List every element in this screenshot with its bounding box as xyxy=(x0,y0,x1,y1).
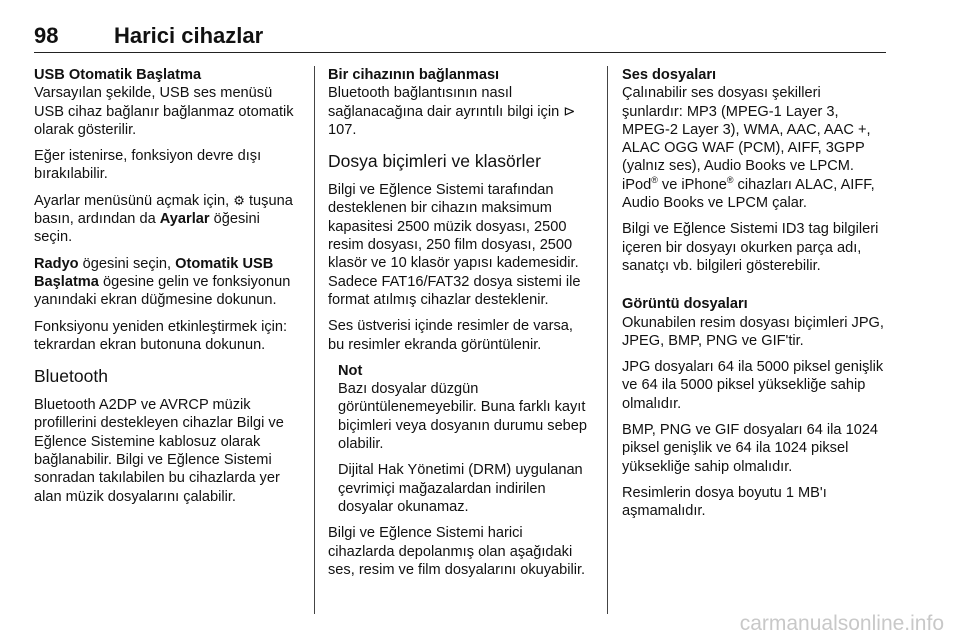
text-run: öğesini seçin. xyxy=(34,211,260,246)
registered-mark: ® xyxy=(726,174,734,185)
text-run: ögesine gelin ve fonksiyonun yanındaki ekran düğmesine dokunun. xyxy=(34,273,291,309)
paragraph: Bazı dosyalar düzgün görüntülenemeyebilir. Buna farklı kayıt biçimleri veya dosyanın durumu sebep olabilir. xyxy=(338,381,588,453)
paragraph xyxy=(34,192,299,247)
paragraph: Eğer istenirse, fonksiyon devre dışı bırakılabilir. xyxy=(34,148,262,183)
section-heading: Bluetooth xyxy=(34,366,108,387)
text-run: tuşuna basın, ardından da xyxy=(34,192,293,228)
page-header xyxy=(34,24,886,53)
bold-term: Ayarlar xyxy=(159,211,210,228)
home-settings-icon: ⚙ xyxy=(233,192,245,208)
spacer xyxy=(622,283,884,295)
paragraph: Bilgi ve Eğlence Sistemi ID3 tag bilgileri içeren bir dosyayı okurken parça adı, sanatçı vb. bilgileri gösterebilir. xyxy=(622,221,879,274)
paragraph: JPG dosyaları 64 ila 5000 piksel genişlik ve 64 ila 5000 piksel yüksekliğe sahip olmalıdır. xyxy=(622,359,884,412)
paragraph: Bilgi ve Eğlence Sistemi tarafından desteklenen bir cihazın maksimum kapasitesi 2500 müzik dosyası, 2500 resim dosyası, 250 film dosyası, 2500 klasör ve 10 klasör yapısı kademesidir. Sadece FAT16/FAT32 dosya sistemi ile format atılmış cihazlar desteklenir. xyxy=(328,182,581,308)
text-run: Çalınabilir ses dosyası şekilleri şunlardır: MP3 (MPEG-1 Layer 3, MPEG-2 Layer 3), WMA, AAC, AAC +, ALAC OGG WAF (PCM), AIFF, 3GPP (yalnız ses), Audio Books ve LPCM. iPod xyxy=(622,85,871,193)
paragraph: Dijital Hak Yönetimi (DRM) uygulanan çevrimiçi mağazalardan indirilen dosyalar okunamaz. xyxy=(338,462,583,515)
paragraph: Resimlerin dosya boyutu 1 MB'ı aşmamalıdır. xyxy=(622,484,827,520)
page-title: Harici cihazlar xyxy=(114,23,264,48)
paragraph: Okunabilen resim dosyası biçimleri JPG, JPEG, BMP, PNG ve GIF'tir. xyxy=(622,314,884,349)
paragraph: Ses üstverisi içinde resimler de varsa, bu resimler ekranda görüntülenir. xyxy=(328,318,573,353)
page-number: 98 xyxy=(34,23,59,48)
text-run: Bluetooth bağlantısının nasıl sağlanacağına dair ayrıntılı bilgi için xyxy=(328,85,560,120)
paragraph xyxy=(34,255,299,310)
section-heading: Ses dosyaları xyxy=(622,67,717,83)
section-heading: USB Otomatik Başlatma xyxy=(34,67,202,83)
page-reference[interactable]: 107. xyxy=(328,121,357,138)
note-heading: Not xyxy=(338,362,363,379)
paragraph: Varsayılan şekilde, USB ses menüsü USB cihaz bağlanır bağlanmaz otomatik olarak gösterilir. xyxy=(34,85,294,138)
section-heading: Dosya biçimleri ve klasörler xyxy=(328,151,541,172)
section-heading: Görüntü dosyaları xyxy=(622,296,748,313)
text-run: Ayarlar menüsünü açmak için, xyxy=(34,192,230,209)
column-divider xyxy=(314,66,315,614)
note-box xyxy=(338,362,590,516)
paragraph: BMP, PNG ve GIF dosyaları 64 ila 1024 piksel genişlik ve 64 ila 1024 piksel yüksekliğe sahip olmalıdır. xyxy=(622,422,879,475)
paragraph: Fonksiyonu yeniden etkinleştirmek için: tekrardan ekran butonuna dokunun. xyxy=(34,318,288,353)
bold-term: Otomatik USB Başlatma xyxy=(34,255,274,290)
registered-mark: ® xyxy=(651,174,658,185)
paragraph xyxy=(622,84,884,212)
paragraph xyxy=(328,84,590,139)
text-run: cihazları ALAC, AIFF, Audio Books ve LPCM çalar. xyxy=(622,176,875,212)
watermark: carmanualsonline.info xyxy=(739,612,944,635)
column-divider xyxy=(607,66,608,614)
column-2 xyxy=(328,66,590,587)
text-run: ögesini seçin, xyxy=(82,255,172,272)
paragraph: Bilgi ve Eğlence Sistemi harici cihazlarda depolanmış olan aşağıdaki ses, resim ve film dosyalarını okuyabilir. xyxy=(328,525,586,578)
bold-term: Radyo xyxy=(34,255,79,272)
page-reference-icon: ⊳ xyxy=(563,103,576,120)
column-3 xyxy=(622,66,884,529)
column-1 xyxy=(34,66,299,514)
text-run: ve iPhone xyxy=(661,176,727,193)
paragraph: Bluetooth A2DP ve AVRCP müzik profillerini destekleyen cihazlar Bilgi ve Eğlence Sistemine kablosuz olarak bağlanabilir. Bilgi ve Eğlence Sistemi sonradan takılabilen bu cihazlarda yer alan müzik dosyalarını çalabilir. xyxy=(34,397,284,505)
section-heading: Bir cihazının bağlanması xyxy=(328,67,500,83)
